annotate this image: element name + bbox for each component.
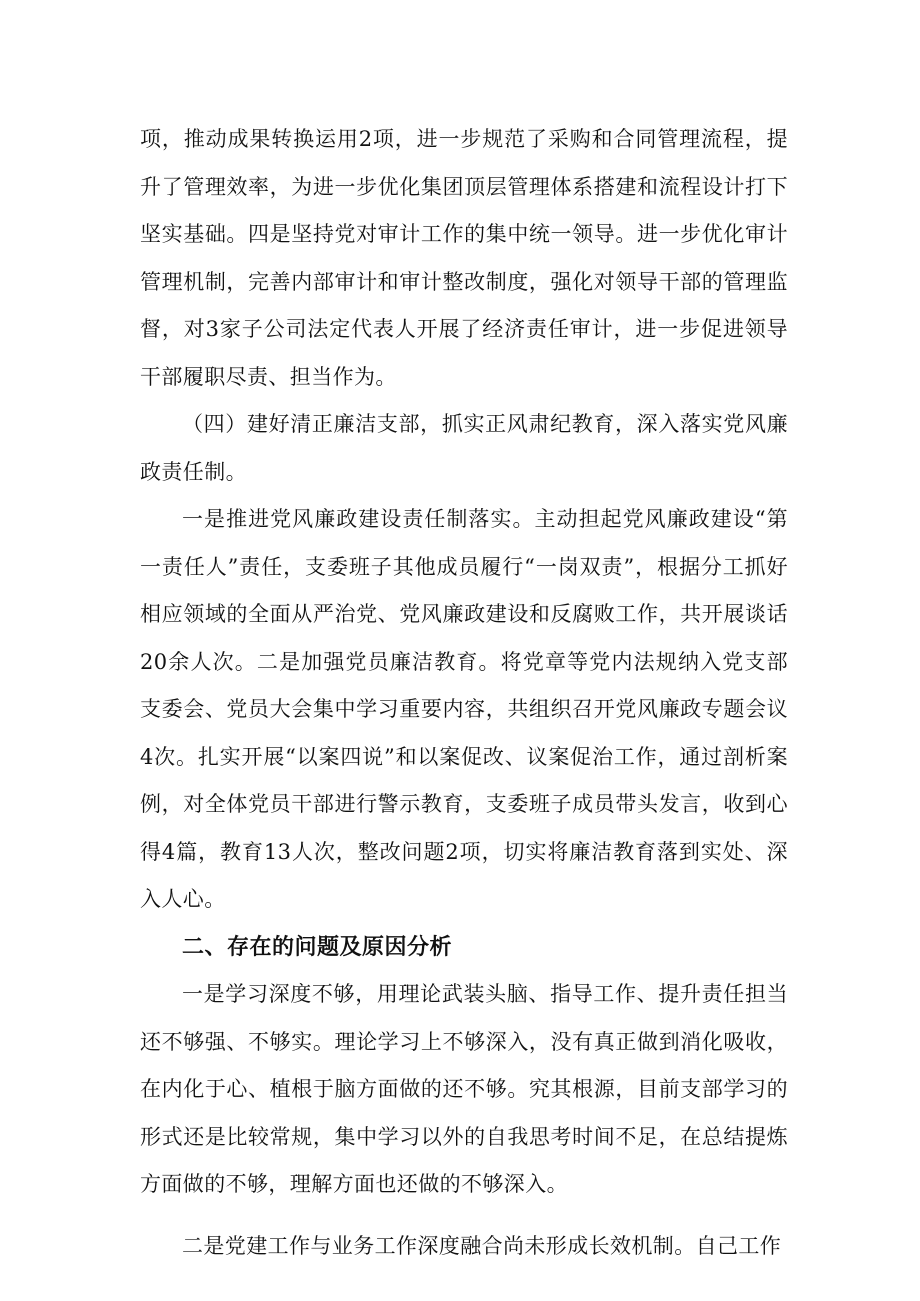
paragraph-gap bbox=[140, 1209, 788, 1223]
paragraph-audit-continuation: 项，推动成果转换运用2项，进一步规范了采购和合同管理流程，提升了管理效率，为进一步优化集团顶层管理体系搭建和流程设计打下坚实基础。四是坚持党对审计工作的集中统一领导。进一步优化审计管理机制，完善内部审计和审计整改制度，强化对领导干部的管理监督，对3家子公司法定代表人开展了经济责任审计，进一步促进领导干部履职尽责、担当作为。 bbox=[140, 127, 788, 389]
document-body bbox=[140, 116, 788, 1270]
section-heading-problems: 二、存在的问题及原因分析 bbox=[182, 934, 453, 960]
paragraph-study-depth: 一是学习深度不够，用理论武装头脑、指导工作、提升责任担当还不够强、不够实。理论学习上不够深入，没有真正做到消化吸收，在内化于心、植根于脑方面做的还不够。究其根源，目前支部学习的形式还是比较常规，集中学习以外的自我思考时间不足，在总结提炼方面做的不够，理解方面也还做的不够深入。 bbox=[140, 982, 788, 1196]
paragraph-party-building: 二是党建工作与业务工作深度融合尚未形成长效机制。自己工作 bbox=[182, 1233, 782, 1258]
paragraph-integrity-education: 一是推进党风廉政建设责任制落实。主动担起党风廉政建设“第一责任人”责任，支委班子其他成员履行“一岗双责”，根据分工抓好相应领域的全面从严治党、党风廉政建设和反腐败工作，共开展谈话20余人次。二是加强党员廉洁教育。将党章等党内法规纳入党支部支委会、党员大会集中学习重要内容，共组织召开党风廉政专题会议4次。扎实开展“以案四说”和以案促改、议案促治工作，通过剖析案例，对全体党员干部进行警示教育，支委班子成员带头发言，收到心得4篇，教育13人次，整改问题2项，切实将廉洁教育落到实处、深入人心。 bbox=[140, 507, 788, 911]
section-heading-four: （四）建好清正廉洁支部，抓实正风肃纪教育，深入落实党风廉政责任制。 bbox=[140, 412, 788, 484]
